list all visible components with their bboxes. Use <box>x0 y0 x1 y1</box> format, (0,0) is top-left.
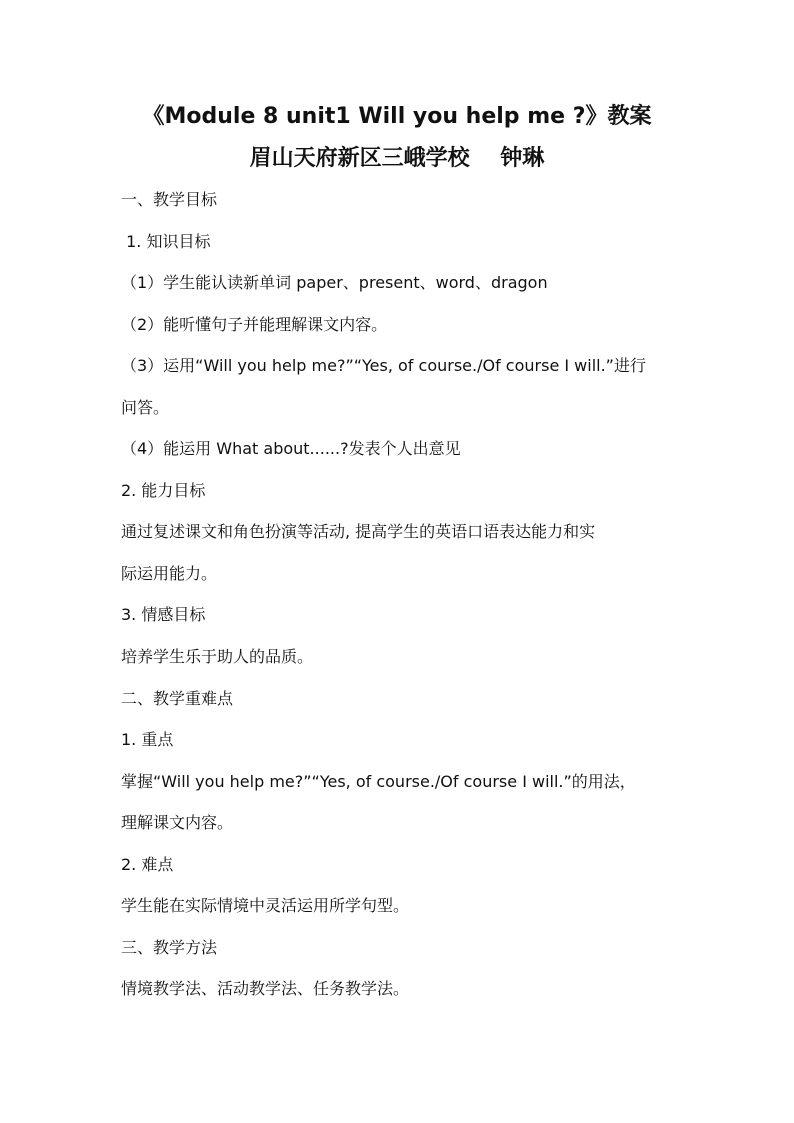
paragraph-line: （3）运用“Will you help me?”“Yes, of course./Of course I will.”进行 <box>121 356 646 375</box>
document-subtitle: 眉山天府新区三峨学校 钟琳 <box>249 146 545 171</box>
subheading-focus: 1. 重点 <box>121 730 174 749</box>
paragraph-line: （1）学生能认读新单词 paper、present、word、dragon <box>121 273 548 292</box>
subheading-ability-goal: 2. 能力目标 <box>121 481 206 500</box>
section-heading-objectives: 一、教学目标 <box>121 190 218 209</box>
paragraph-line: 理解课文内容。 <box>121 813 234 832</box>
section-heading-key-points: 二、教学重难点 <box>121 689 234 708</box>
paragraph-line: 培养学生乐于助人的品质。 <box>121 647 314 666</box>
paragraph-line: 际运用能力。 <box>121 564 218 583</box>
document-title: 《Module 8 unit1 Will you help me ?》教案 <box>142 104 652 129</box>
paragraph-line: （4）能运用 What about......?发表个人出意见 <box>121 439 461 458</box>
paragraph-line: 通过复述课文和角色扮演等活动, 提高学生的英语口语表达能力和实 <box>121 522 596 541</box>
paragraph-line: 掌握“Will you help me?”“Yes, of course./Of course I will.”的用法， <box>121 772 636 791</box>
paragraph-line: （2）能听懂句子并能理解课文内容。 <box>121 315 388 334</box>
subheading-emotion-goal: 3. 情感目标 <box>121 605 206 624</box>
paragraph-line: 学生能在实际情境中灵活运用所学句型。 <box>121 896 410 915</box>
paragraph-line: 问答。 <box>121 398 170 417</box>
paragraph-line: 情境教学法、活动教学法、任务教学法。 <box>121 979 410 998</box>
subheading-difficulty: 2. 难点 <box>121 855 174 874</box>
subheading-knowledge-goal: 1. 知识目标 <box>121 232 211 251</box>
section-heading-methods: 三、教学方法 <box>121 938 218 957</box>
